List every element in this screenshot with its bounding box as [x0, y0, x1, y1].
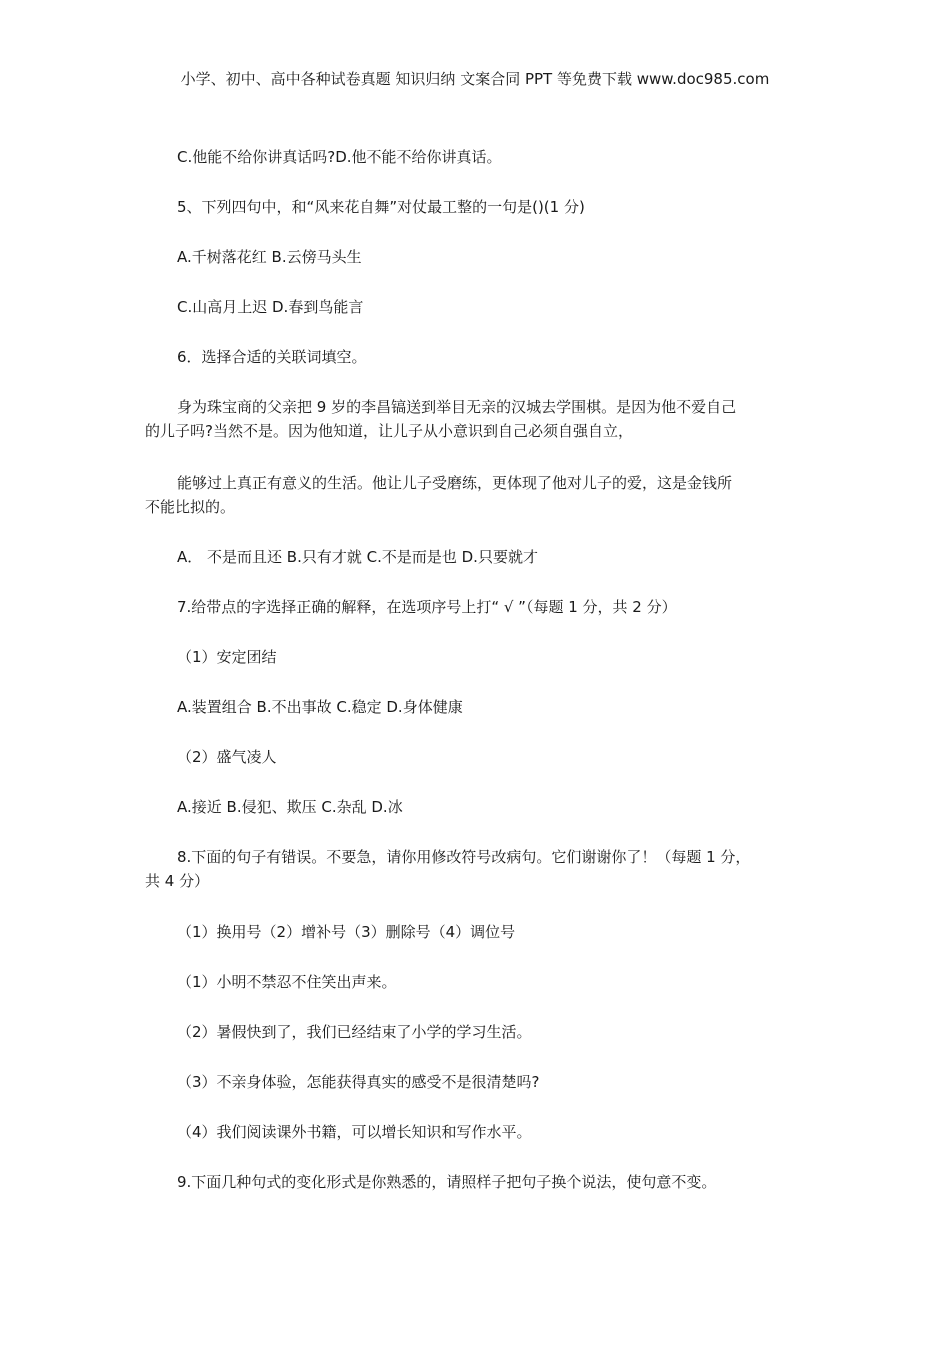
q6-passage-2-line-2: 不能比拟的。 — [145, 498, 236, 516]
q8-stem-line-1: 8.下面的句子有错误。不要急，请你用修改符号改病句。它们谢谢你了！（每题 1 分， — [177, 848, 751, 866]
q8-stem — [145, 845, 750, 893]
q6-passage-2-line-1: 能够过上真正有意义的生活。他让儿子受磨练，更体现了他对儿子的爱，这是金钱所 — [177, 474, 733, 492]
q6-passage-2 — [145, 471, 732, 519]
q8-sentence-4: （4）我们阅读课外书籍，可以增长知识和写作水平。 — [177, 1123, 532, 1141]
q8-sentence-1: （1）小明不禁忍不住笑出声来。 — [177, 973, 397, 991]
page-header: 小学、初中、高中各种试卷真题 知识归纳 文案合同 PPT 等免费下载 www.doc985.com — [180, 70, 770, 88]
q6-options: A． 不是而且还 B.只有才就 C.不是而是也 D.只要就才 — [177, 548, 538, 566]
q7-item-2-options: A.接近 B.侵犯、欺压 C.杂乱 D.冰 — [177, 798, 403, 816]
q7-item-1: （1）安定团结 — [177, 648, 277, 666]
q7-stem: 7.给带点的字选择正确的解释，在选项序号上打“ √ ”（每题 1 分，共 2 分） — [177, 598, 677, 616]
q5-options-ab: A.千树落花红 B.云傍马头生 — [177, 248, 362, 266]
q5-stem: 5、下列四句中，和“风来花自舞”对仗最工整的一句是()(1 分) — [177, 198, 585, 216]
q8-sentence-2: （2）暑假快到了，我们已经结束了小学的学习生活。 — [177, 1023, 532, 1041]
q7-item-2: （2）盛气凌人 — [177, 748, 277, 766]
q7-item-1-options: A.装置组合 B.不出事故 C.稳定 D.身体健康 — [177, 698, 463, 716]
q6-passage-1 — [145, 395, 736, 443]
q5-options-cd: C.山高月上迟 D.春到鸟能言 — [177, 298, 364, 316]
q4-options-cd: C.他能不给你讲真话吗?D.他不能不给你讲真话。 — [177, 148, 502, 166]
q6-passage-1-line-2: 的儿子吗?当然不是。因为他知道，让儿子从小意识到自己必须自强自立， — [145, 422, 633, 440]
q6-stem: 6．选择合适的关联词填空。 — [177, 348, 367, 366]
q8-stem-line-2: 共 4 分） — [145, 872, 210, 890]
q8-symbols: （1）换用号（2）增补号（3）删除号（4）调位号 — [177, 923, 516, 941]
q9-stem: 9.下面几种句式的变化形式是你熟悉的，请照样子把句子换个说法，使句意不变。 — [177, 1173, 717, 1191]
q8-sentence-3: （3）不亲身体验，怎能获得真实的感受不是很清楚吗? — [177, 1073, 540, 1091]
q6-passage-1-line-1: 身为珠宝商的父亲把 9 岁的李昌镐送到举目无亲的汉城去学围棋。是因为他不爱自己 — [177, 398, 737, 416]
